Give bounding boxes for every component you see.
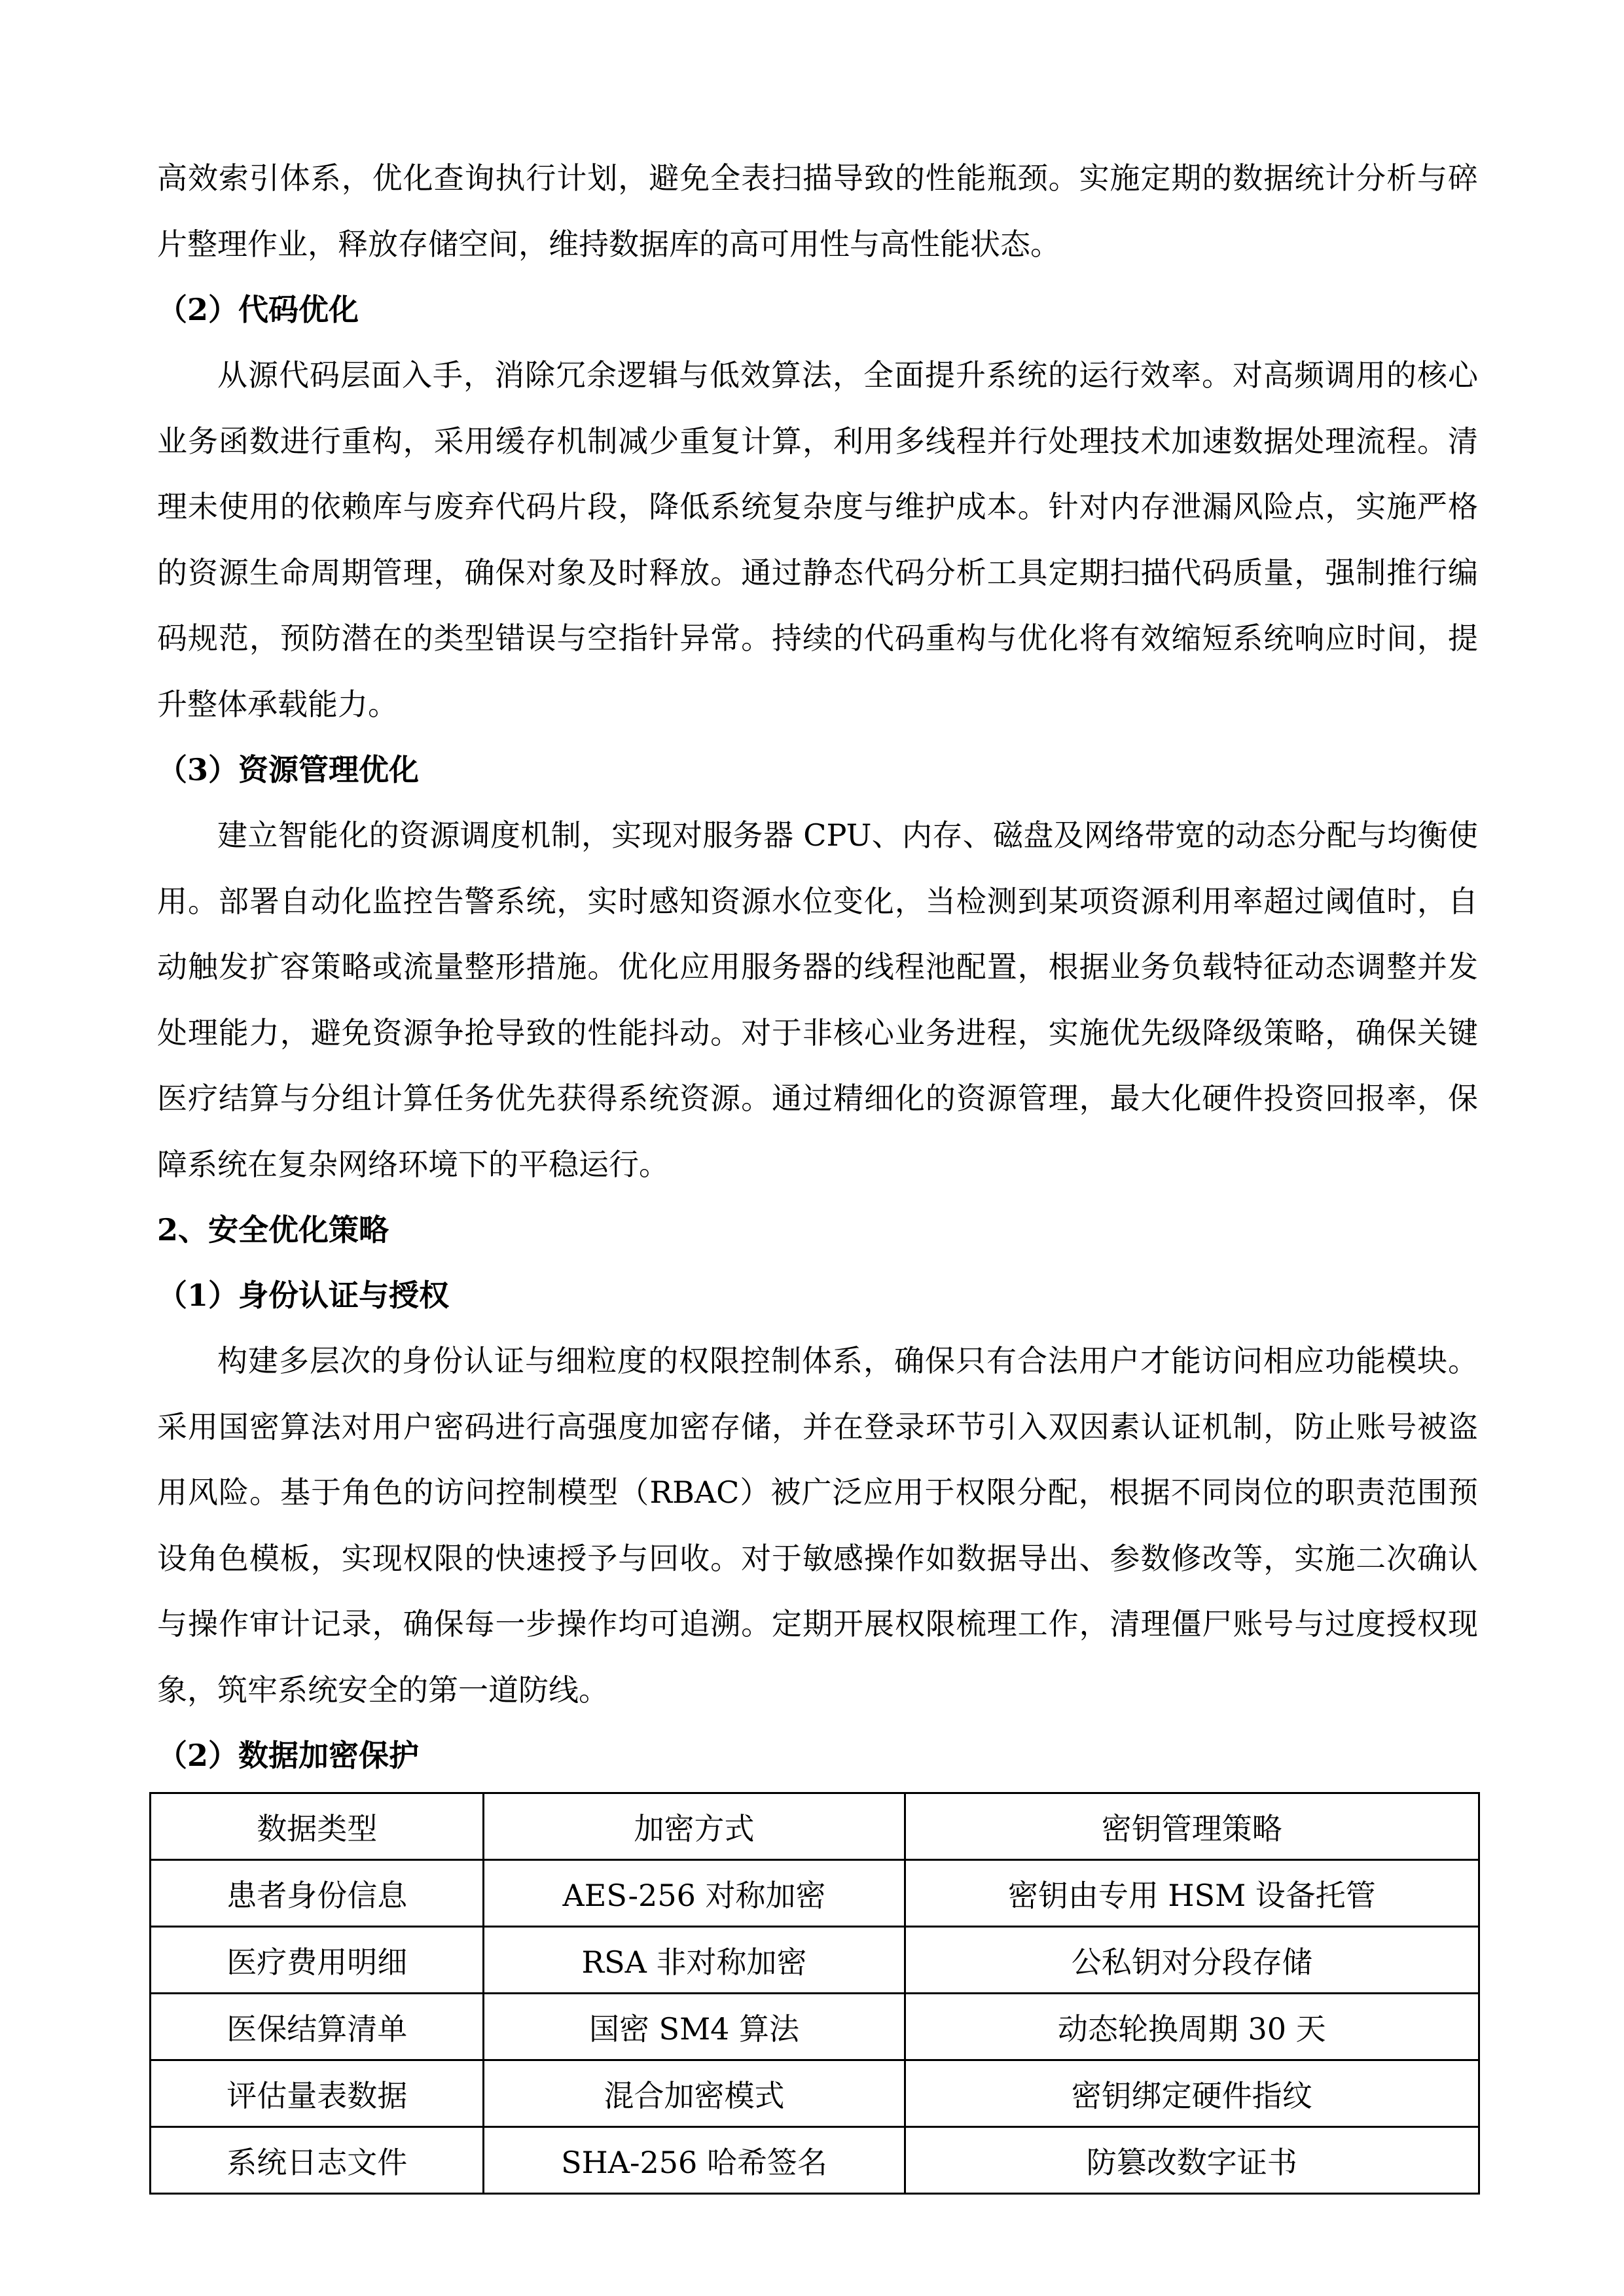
paragraph-auth: 构建多层次的身份认证与细粒度的权限控制体系，确保只有合法用户才能访问相应功能模块。采用国密算法对用户密码进行高强度加密存储，并在登录环节引入双因素认证机制，防止账号被盗用风险。基于角色的访问控制模型（RBAC）被广泛应用于权限分配，根据不同岗位的职责范围预设角色模板，实现权限的快速授予与回收。对于敏感操作如数据导出、参数修改等，实施二次确认与操作审计记录，确保每一步操作均可追溯。定期开展权限梳理工作，清理僵尸账号与过度授权现象，筑牢系统安全的第一道防线。 bbox=[157, 1343, 1478, 1708]
table-header-cell: 加密方式 bbox=[484, 1793, 905, 1860]
table-row bbox=[151, 1994, 1479, 2060]
table-cell: 系统日志文件 bbox=[151, 2127, 484, 2194]
encryption-table bbox=[149, 1792, 1480, 2195]
table-cell: 公私钥对分段存储 bbox=[905, 1927, 1479, 1994]
heading-resource-optimization: （3）资源管理优化 bbox=[157, 752, 420, 787]
table-row bbox=[151, 2127, 1479, 2194]
table-cell: 患者身份信息 bbox=[151, 1860, 484, 1927]
paragraph-code-optimization: 从源代码层面入手，消除冗余逻辑与低效算法，全面提升系统的运行效率。对高频调用的核心业务函数进行重构，采用缓存机制减少重复计算，利用多线程并行处理技术加速数据处理流程。清理未使用的依赖库与废弃代码片段，降低系统复杂度与维护成本。针对内存泄漏风险点，实施严格的资源生命周期管理，确保对象及时释放。通过静态代码分析工具定期扫描代码质量，强制推行编码规范，预防潜在的类型错误与空指针异常。持续的代码重构与优化将有效缩短系统响应时间，提升整体承载能力。 bbox=[157, 357, 1478, 722]
heading-security-strategy: 2、安全优化策略 bbox=[157, 1212, 389, 1247]
table-cell: 密钥由专用 HSM 设备托管 bbox=[905, 1860, 1479, 1927]
table-cell: 医保结算清单 bbox=[151, 1994, 484, 2060]
table-cell: 评估量表数据 bbox=[151, 2060, 484, 2127]
heading-code-optimization: （2）代码优化 bbox=[157, 292, 359, 327]
table-header-cell: 数据类型 bbox=[151, 1793, 484, 1860]
heading-auth: （1）身份认证与授权 bbox=[157, 1278, 450, 1313]
table-cell: 动态轮换周期 30 天 bbox=[905, 1994, 1479, 2060]
document-body bbox=[157, 145, 1478, 2195]
table-cell: 防篡改数字证书 bbox=[905, 2127, 1479, 2194]
table-row bbox=[151, 2060, 1479, 2127]
paragraph-resource-optimization: 建立智能化的资源调度机制，实现对服务器 CPU、内存、磁盘及网络带宽的动态分配与均衡使用。部署自动化监控告警系统，实时感知资源水位变化，当检测到某项资源利用率超过阈值时，自动触发扩容策略或流量整形措施。优化应用服务器的线程池配置，根据业务负载特征动态调整并发处理能力，避免资源争抢导致的性能抖动。对于非核心业务进程，实施优先级降级策略，确保关键医疗结算与分组计算任务优先获得系统资源。通过精细化的资源管理，最大化硬件投资回报率，保障系统在复杂网络环境下的平稳运行。 bbox=[157, 817, 1478, 1182]
table-cell: AES-256 对称加密 bbox=[484, 1860, 905, 1927]
table-cell: 医疗费用明细 bbox=[151, 1927, 484, 1994]
table-cell: 密钥绑定硬件指纹 bbox=[905, 2060, 1479, 2127]
table-cell: SHA-256 哈希签名 bbox=[484, 2127, 905, 2194]
table-cell: RSA 非对称加密 bbox=[484, 1927, 905, 1994]
table-row bbox=[151, 1927, 1479, 1994]
table-header-row bbox=[151, 1793, 1479, 1860]
table-cell: 混合加密模式 bbox=[484, 2060, 905, 2127]
table-header-cell: 密钥管理策略 bbox=[905, 1793, 1479, 1860]
table-cell: 国密 SM4 算法 bbox=[484, 1994, 905, 2060]
table-row bbox=[151, 1860, 1479, 1927]
heading-data-encryption: （2）数据加密保护 bbox=[157, 1738, 420, 1773]
paragraph-db-optimization-tail: 高效索引体系，优化查询执行计划，避免全表扫描导致的性能瓶颈。实施定期的数据统计分析与碎片整理作业，释放存储空间，维持数据库的高可用性与高性能状态。 bbox=[157, 160, 1478, 262]
